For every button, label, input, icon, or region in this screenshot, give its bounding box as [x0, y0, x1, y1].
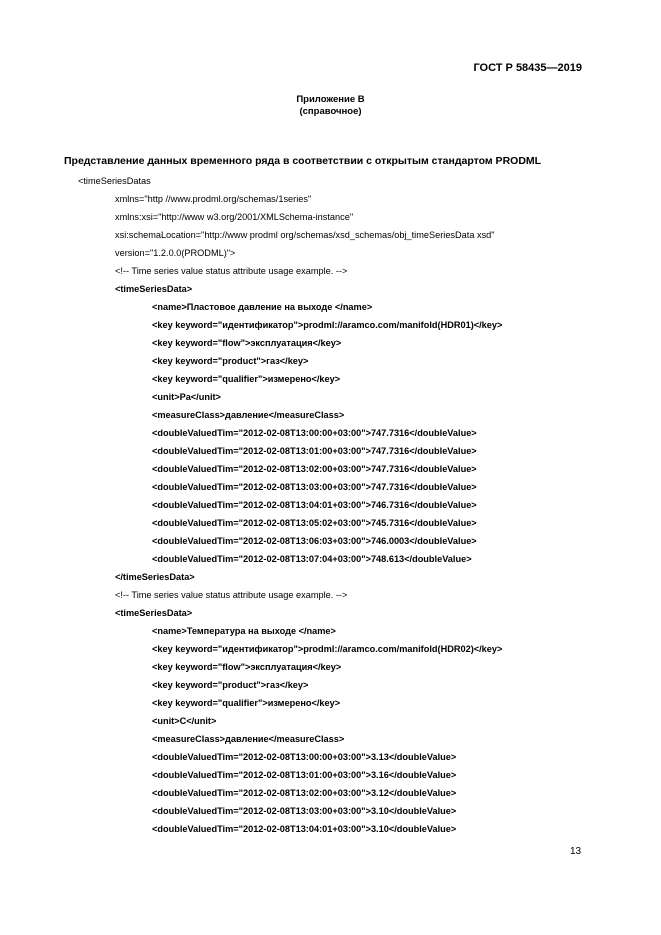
- code-line: xsi:schemaLocation="http://www prodml org/schemas/xsd_schemas/obj_timeSeriesData xsd": [115, 230, 495, 240]
- code-line: <timeSeriesData>: [115, 284, 193, 294]
- code-line: <doubleValuedTim="2012-02-08T13:04:01+03:00">3.10</doubleValue>: [152, 824, 457, 834]
- code-line: <doubleValuedTim="2012-02-08T13:04:01+03:00">746.7316</doubleValue>: [152, 500, 477, 510]
- code-line: xmlns="http //www.prodml.org/schemas/1series": [115, 194, 312, 204]
- page-number: 13: [570, 846, 582, 857]
- code-line: <doubleValuedTim="2012-02-08T13:02:00+03:00">3.12</doubleValue>: [152, 788, 457, 798]
- code-line: <!-- Time series value status attribute usage example. -->: [115, 590, 348, 600]
- annex-subtitle: (справочное): [299, 106, 362, 117]
- code-line: <key keyword="qualifier">измерено</key>: [152, 374, 341, 384]
- code-line: <measureClass>давление</measureClass>: [152, 734, 345, 744]
- code-line: <doubleValuedTim="2012-02-08T13:05:02+03:00">745.7316</doubleValue>: [152, 518, 477, 528]
- code-line: version="1.2.0.0(PRODML)">: [115, 248, 236, 258]
- code-line: <key keyword="идентификатор">prodml://aramco.com/manifold(HDR02)</key>: [152, 644, 503, 654]
- code-line: <doubleValuedTim="2012-02-08T13:03:00+03:00">3.10</doubleValue>: [152, 806, 457, 816]
- code-line: </timeSeriesData>: [115, 572, 195, 582]
- code-line: <key keyword="product">газ</key>: [152, 680, 309, 690]
- code-line: <unit>Pa</unit>: [152, 392, 221, 402]
- annex-title: Приложение В: [296, 94, 365, 105]
- code-line: <doubleValuedTim="2012-02-08T13:07:04+03:00">748.613</doubleValue>: [152, 554, 472, 564]
- code-line: <!-- Time series value status attribute usage example. -->: [115, 266, 348, 276]
- code-line: <doubleValuedTim="2012-02-08T13:06:03+03:00">746.0003</doubleValue>: [152, 536, 477, 546]
- code-line: <doubleValuedTim="2012-02-08T13:02:00+03:00">747.7316</doubleValue>: [152, 464, 477, 474]
- code-line: <timeSeriesData>: [115, 608, 193, 618]
- code-line: <measureClass>давление</measureClass>: [152, 410, 345, 420]
- code-line: xmlns:xsi="http://www w3.org/2001/XMLSchema-instance": [115, 212, 354, 222]
- code-line: <timeSeriesDatas: [78, 176, 151, 186]
- code-line: <doubleValuedTim="2012-02-08T13:00:00+03:00">747.7316</doubleValue>: [152, 428, 477, 438]
- code-line: <unit>C</unit>: [152, 716, 217, 726]
- code-line: <key keyword="идентификатор">prodml://aramco.com/manifold(HDR01)</key>: [152, 320, 503, 330]
- code-line: <key keyword="flow">эксплуатация</key>: [152, 662, 342, 672]
- code-line: <key keyword="product">газ</key>: [152, 356, 309, 366]
- standard-number: ГОСТ Р 58435—2019: [473, 62, 582, 74]
- code-line: <key keyword="flow">эксплуатация</key>: [152, 338, 342, 348]
- section-title: Представление данных временного ряда в соответствии с открытым стандартом PRODML: [64, 155, 542, 167]
- code-line: <key keyword="qualifier">измерено</key>: [152, 698, 341, 708]
- code-line: <doubleValuedTim="2012-02-08T13:03:00+03:00">747.7316</doubleValue>: [152, 482, 477, 492]
- code-line: <doubleValuedTim="2012-02-08T13:00:00+03:00">3.13</doubleValue>: [152, 752, 457, 762]
- code-line: <doubleValuedTim="2012-02-08T13:01:00+03:00">747.7316</doubleValue>: [152, 446, 477, 456]
- code-line: <doubleValuedTim="2012-02-08T13:01:00+03:00">3.16</doubleValue>: [152, 770, 457, 780]
- code-line: <name>Температура на выходе </name>: [152, 626, 336, 636]
- annex-heading: [0, 94, 661, 118]
- code-line: <name>Пластовое давление на выходе </name>: [152, 302, 373, 312]
